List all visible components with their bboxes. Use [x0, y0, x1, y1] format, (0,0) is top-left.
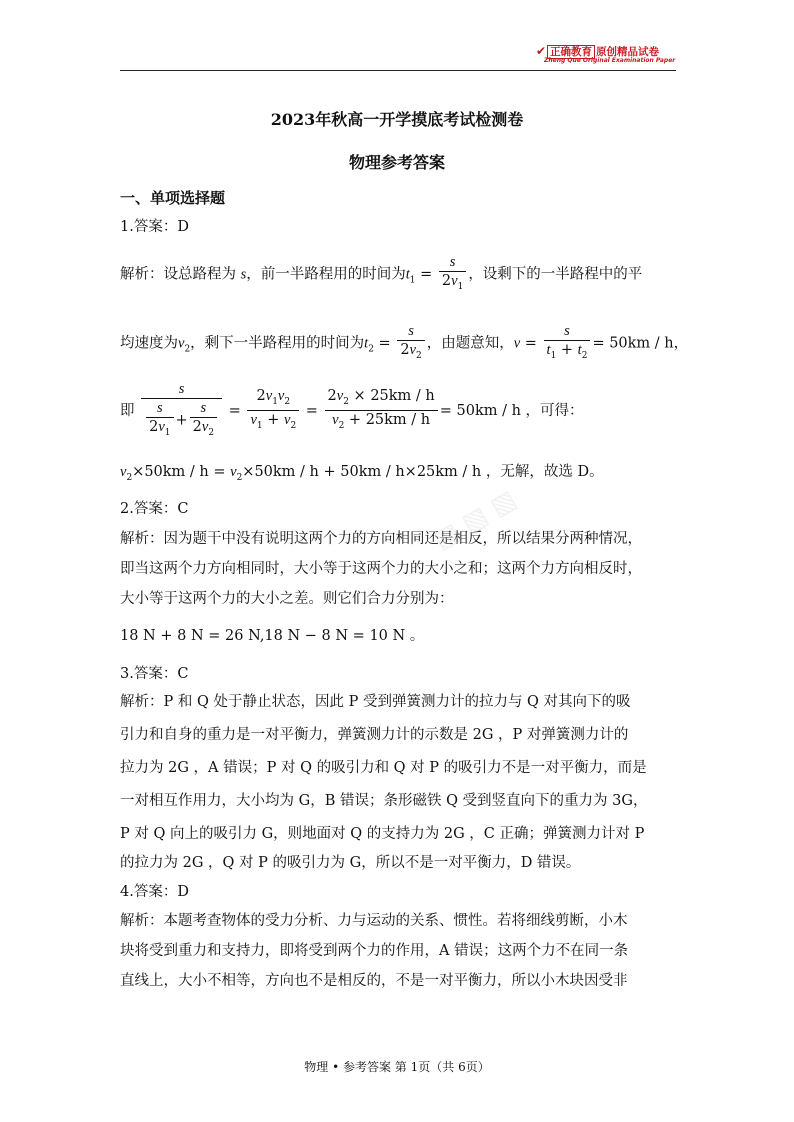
q3-line-3: 拉力为 2G ，A 错误；P 对 Q 的吸引力和 Q 对 P 的吸引力不是一对平衡力，而是	[120, 760, 647, 776]
publisher-logo	[536, 44, 678, 68]
logo-subtitle: Zheng Que Original Examination Paper	[544, 57, 676, 64]
page-title: 2023年秋高一开学摸底考试检测卷	[270, 110, 524, 129]
q1-line-1: 解析：设总路程为 s，前一半路程用的时间为$t_1$ = $\frac{s}{2v_1}$ ，设剩下的一半路程中的平	[120, 254, 643, 292]
q2-line-2: 即当这两个力方向相同时，大小等于这两个力的大小之和；这两个力方向相反时，	[120, 561, 642, 577]
q2-line-1: 解析：因为题干中没有说明这两个力的方向相同还是相反，所以结果分两种情况，	[120, 531, 642, 547]
page-footer: 物理 • 参考答案 第 1页（共 6页）	[304, 1060, 490, 1074]
watermark: ▧ ▧ ▧	[428, 484, 522, 556]
logo-tagline: 原创精品试卷	[596, 46, 660, 58]
q4-line-1: 解析：本题考查物体的受力分析、力与运动的关系、惯性。若将细线剪断，小木	[120, 913, 628, 929]
q3-line-1: 解析：P 和 Q 处于静止状态，因此 P 受到弹簧测力计的拉力与 Q 对其向下的吸	[120, 694, 631, 710]
page-subtitle: 物理参考答案	[348, 153, 445, 172]
section-heading: 一、单项选择题	[120, 189, 226, 207]
q3-line-2: 引力和自身的重力是一对平衡力，弹簧测力计的示数是 2G ，P 对弹簧测力计的	[120, 727, 629, 743]
q2-line-3: 大小等于这两个力的大小之差。则它们合力分别为：	[120, 591, 454, 607]
q3-line-5: P 对 Q 向上的吸引力 G，则地面对 Q 的支持力为 2G ，C 正确；弹簧测力计对 P	[120, 826, 645, 842]
q1-line-4: $v_2\times 50km / h = v_2\times 50km / h + 50km / h\times 25km / h$ ，无解，故选 D。	[120, 464, 604, 483]
q3-line-4: 一对相互作用力，大小均为 G，B 错误；条形磁铁 Q 受到竖直向下的重力为 3G，	[120, 793, 648, 809]
q2-formula: 18 N + 8 N = 26 N,18 N − 8 N = 10 N 。	[120, 628, 425, 644]
check-icon: ✔	[536, 44, 547, 58]
q3-line-6: 的拉力为 2G ，Q 对 P 的吸引力为 G，所以不是一对平衡力，D 错误。	[120, 855, 581, 871]
q1-line-3: 即 s $\frac{s}{2v_1}$ + $\frac{s}{2v_2}$ = $\frac{2v_1v_2}{v_1 + v_2}$ = $\frac{2v_2 \times 25km / h}{v_2 + 25km / h}$ = 50km / h ，可得：	[120, 381, 584, 438]
q1-answer: 1.答案：D	[120, 219, 189, 235]
q3-answer: 3.答案：C	[120, 666, 189, 682]
q4-line-2: 块将受到重力和支持力，即将受到两个力的作用，A 错误；这两个力不在同一条	[120, 943, 629, 959]
q2-answer: 2.答案：C	[120, 501, 189, 517]
q4-line-3: 直线上，大小不相等，方向也不是相反的，不是一对平衡力，所以小木块因受非	[120, 973, 628, 989]
header-rule	[120, 70, 676, 71]
logo-brand: 正确教育	[547, 45, 595, 59]
q1-line-2: 均速度为$v_2$，剩下一半路程用的时间为$t_2$ = $\frac{s}{2v_2}$ ，由题意知，v = $\frac{s}{t_1 + t_2}$ = 50km / h，	[120, 323, 689, 361]
q4-answer: 4.答案：D	[120, 884, 189, 900]
